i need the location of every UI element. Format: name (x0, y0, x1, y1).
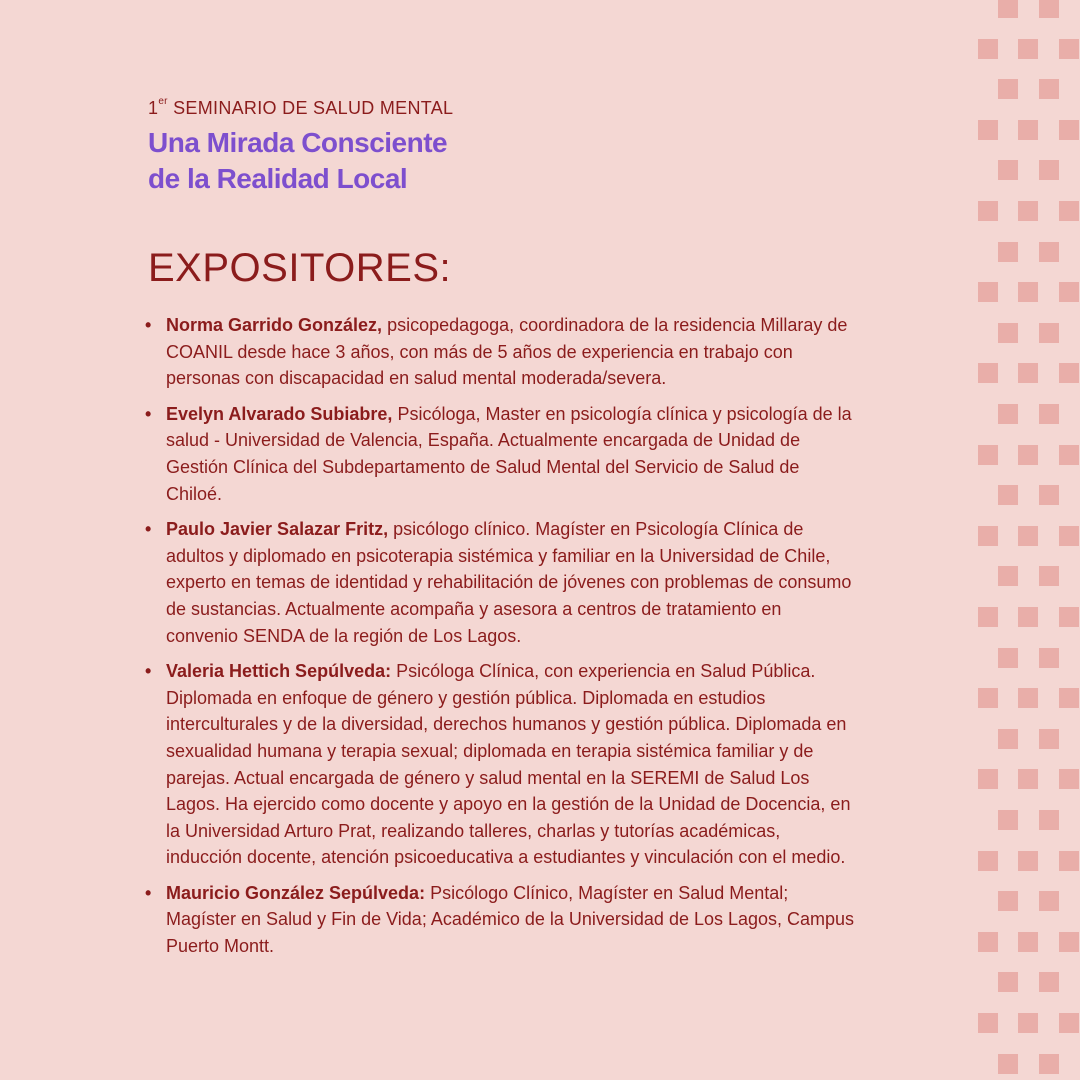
pattern-square (1039, 972, 1059, 992)
pattern-square (1039, 404, 1059, 424)
pattern-square (998, 160, 1018, 180)
pattern-square (1018, 851, 1038, 871)
pattern-square (1059, 1013, 1079, 1033)
pattern-square (1018, 201, 1038, 221)
pattern-square (1039, 323, 1059, 343)
pattern-square (1018, 445, 1038, 465)
pattern-square (1059, 39, 1079, 59)
pattern-square (1018, 688, 1038, 708)
pattern-square (1039, 729, 1059, 749)
kicker-superscript: er (158, 96, 168, 107)
speaker-name: Norma Garrido González, (166, 315, 383, 335)
pattern-square (998, 0, 1018, 18)
pattern-square (998, 323, 1018, 343)
speaker-bio: Psicólogo Clínico, Magíster en Salud Mental; Magíster en Salud y Fin de Vida; Académico de la Universidad de Los Lagos, Campus Puerto Montt. (166, 882, 855, 957)
pattern-square (998, 485, 1018, 505)
pattern-square (978, 363, 998, 383)
pattern-square (1059, 363, 1079, 383)
speakers-list (145, 312, 855, 969)
pattern-square (978, 201, 998, 221)
pattern-square (1018, 39, 1038, 59)
speaker-name: Paulo Javier Salazar Fritz, (166, 519, 389, 540)
pattern-square (1039, 242, 1059, 262)
pattern-square (998, 972, 1018, 992)
pattern-square (1059, 120, 1079, 140)
pattern-square (998, 648, 1018, 668)
kicker-text: SEMINARIO DE SALUD MENTAL (173, 98, 454, 118)
pattern-square (1039, 810, 1059, 830)
header (148, 98, 453, 197)
pattern-square (1059, 526, 1079, 546)
pattern-square (978, 1013, 998, 1033)
pattern-square (978, 851, 998, 871)
speaker-item (145, 658, 855, 871)
pattern-square (978, 688, 998, 708)
pattern-square (998, 242, 1018, 262)
pattern-square (1059, 769, 1079, 789)
pattern-square (1059, 932, 1079, 952)
speaker-name: Mauricio González Sepúlveda: (166, 882, 426, 903)
speaker-item (145, 516, 855, 649)
pattern-square (1018, 932, 1038, 952)
pattern-square (978, 39, 998, 59)
pattern-square (1018, 769, 1038, 789)
pattern-square (1018, 282, 1038, 302)
pattern-square (978, 282, 998, 302)
speaker-item (145, 401, 855, 507)
pattern-square (998, 891, 1018, 911)
pattern-square (1039, 891, 1059, 911)
pattern-square (1018, 526, 1038, 546)
speaker-item (145, 880, 855, 960)
pattern-square (998, 404, 1018, 424)
pattern-square (1059, 445, 1079, 465)
pattern-square (1039, 648, 1059, 668)
pattern-square (1039, 566, 1059, 586)
pattern-square (1059, 201, 1079, 221)
pattern-square (978, 932, 998, 952)
title-line-2: de la Realidad Local (148, 163, 408, 194)
pattern-square (998, 810, 1018, 830)
speaker-bio: Psicóloga Clínica, con experiencia en Salud Pública. Diplomada en enfoque de género y gestión pública. Diplomada en estudios interculturales y de la diversidad, derechos humanos y gestión pública. Diplomada en sexualidad humana y terapia sexual; diplomada en terapia sistémica familiar y de parejas. Actual encargada de género y salud mental en la SEREMI de Salud Los Lagos. Ha ejercido como docente y apoyo en la gestión de la Unidad de Docencia, en la Universidad Arturo Prat, realizando talleres, charlas y tutorías académicas, inducción docente, atención psicoeducativa a estudiantes y vinculación con el medio. (166, 661, 851, 868)
pattern-square (1039, 485, 1059, 505)
pattern-square (1039, 1054, 1059, 1074)
pattern-square (978, 120, 998, 140)
pattern-square (998, 1054, 1018, 1074)
speaker-name: Evelyn Alvarado Subiabre, (166, 403, 393, 424)
pattern-square (998, 79, 1018, 99)
pattern-square (1039, 0, 1059, 18)
pattern-square (1039, 160, 1059, 180)
pattern-square (1039, 79, 1059, 99)
speaker-name: Valeria Hettich Sepúlveda: (166, 661, 392, 682)
pattern-square (998, 729, 1018, 749)
pattern-square (978, 445, 998, 465)
title-line-1: Una Mirada Consciente (148, 127, 448, 158)
pattern-square (1059, 851, 1079, 871)
kicker-number: 1 (148, 98, 159, 118)
section-title: EXPOSITORES: (148, 246, 452, 290)
speaker-bio: psicólogo clínico. Magíster en Psicología Clínica de adultos y diplomado en psicoterapia sistémica y familiar en la Universidad de Chile, experto en temas de identidad y rehabilitación de jóvenes con problemas de consumo de sustancias. Actualmente acompaña y asesora a centros de tratamiento en convenio SENDA de la región de Los Lagos. (166, 519, 852, 646)
speaker-bio: psicopedagoga, coordinadora de la residencia Millaray de COANIL desde hace 3 años, con más de 5 años de experiencia en trabajo con personas con discapacidad en salud mental moderada/severa. (166, 315, 848, 389)
pattern-square (1018, 363, 1038, 383)
pattern-square (978, 607, 998, 627)
pattern-square (1018, 120, 1038, 140)
pattern-square (978, 526, 998, 546)
pattern-square (1018, 607, 1038, 627)
seminar-kicker (148, 98, 453, 119)
seminar-title (148, 125, 453, 197)
pattern-square (1059, 282, 1079, 302)
pattern-square (998, 566, 1018, 586)
pattern-square (978, 769, 998, 789)
speaker-bio: Psicóloga, Master en psicología clínica y psicología de la salud - Universidad de Valencia, España. Actualmente encargada de Unidad de Gestión Clínica del Subdepartamento de Salud Mental del Servicio de Salud de Chiloé. (166, 403, 852, 504)
pattern-square (1059, 688, 1079, 708)
speaker-item (145, 312, 855, 392)
pattern-square (1059, 607, 1079, 627)
pattern-square (1018, 1013, 1038, 1033)
